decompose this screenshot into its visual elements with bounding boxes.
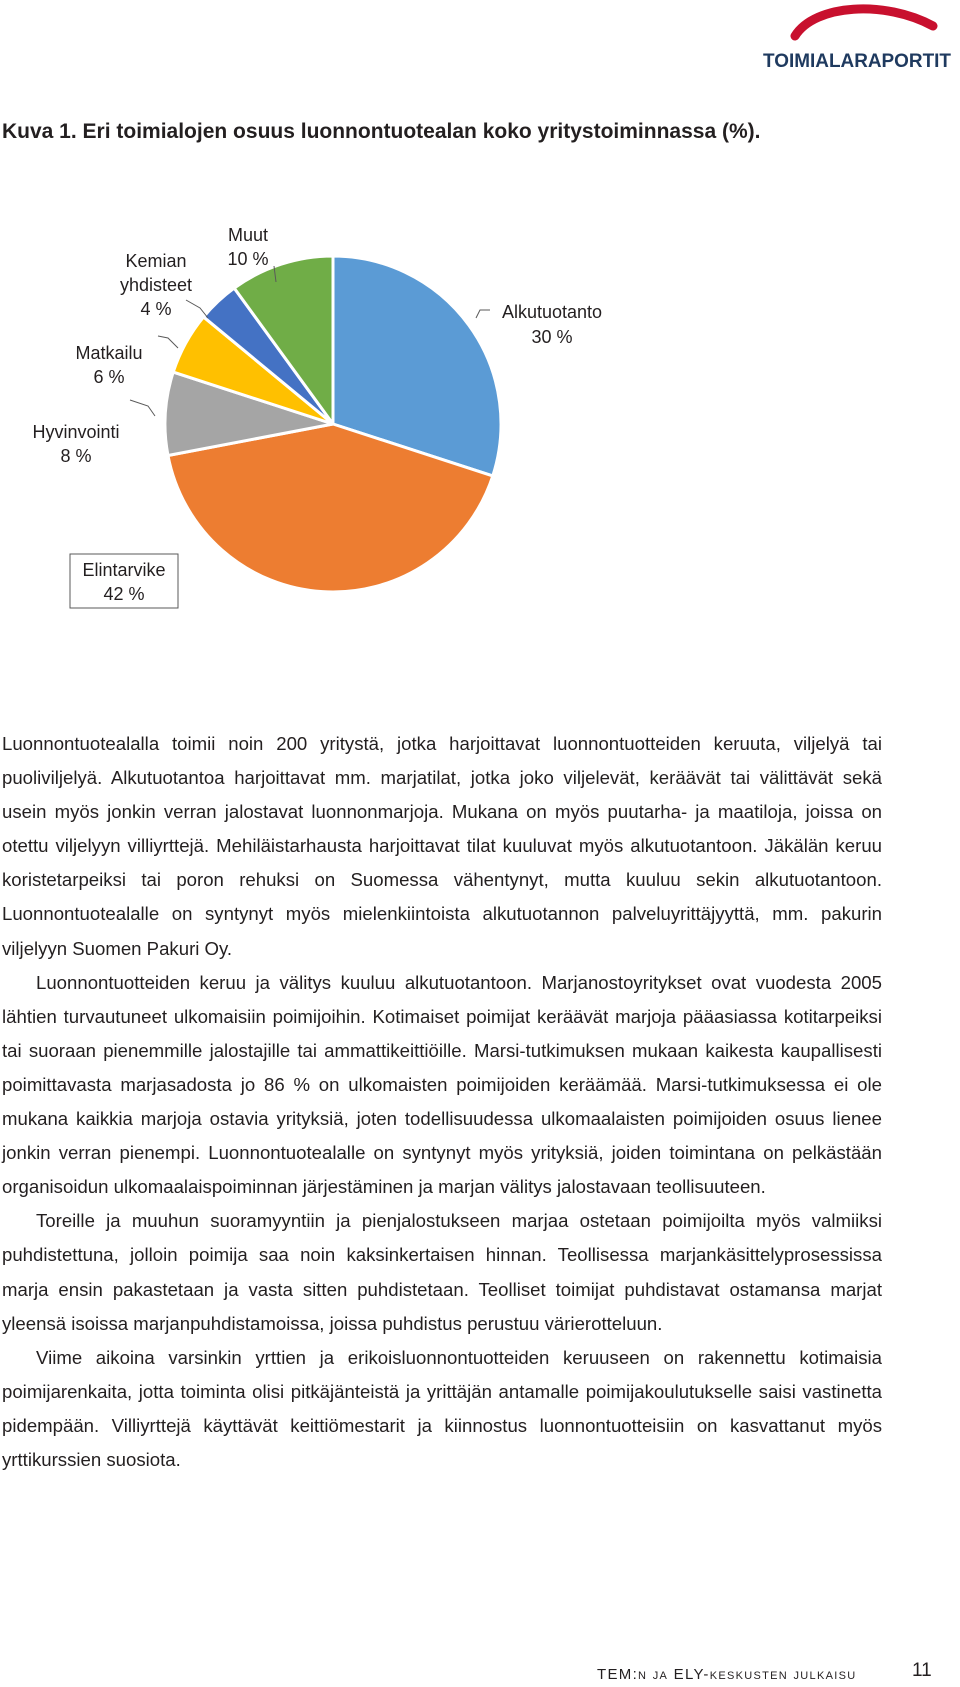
label-matkailu-name: Matkailu <box>75 343 143 363</box>
label-hyvinvointi-value: 8 % <box>60 446 92 466</box>
label-elintarvike-value: 42 % <box>103 584 145 604</box>
paragraph-2: Luonnontuotteiden keruu ja välitys kuuluu alkutuotantoon. Marjanostoyritykset ovat vuodesta 2005 lähtien turvautuneet ulkomaisiin poimijoihin. Kotimaiset poimijat keräävät marjoja pääasiassa kotitarpeiksi tai suoraan pienemmille jalostajille tai ammattikeittiöille. Marsi-tutkimuksen mukaan kaikesta kaupallisesti poimittavasta marjasadosta jo 86 % on ulkomaisten poimijoiden keräämää. Marsi-tutkimuksessa ei ole mukana kaikkia marjoja ostavia yrityksiä, joten todellisuudessa ulkomaalaisten poimijoiden osuus lienee jonkin verran pienempi. Luonnontuotealalle on syntynyt myös yrityksiä, joiden toimintana on pelkästään organisoidun ulkomaalaispoiminnan järjestäminen ja marjan välitys jalostavaan teollisuuteen. <box>2 971 882 1198</box>
pie-slices <box>165 256 501 592</box>
label-elintarvike-name: Elintarvike <box>82 560 166 580</box>
label-matkailu-value: 6 % <box>93 367 125 387</box>
figure-caption: Kuva 1. Eri toimialojen osuus luonnontuotealan koko yritystoiminnassa (%). <box>2 120 761 143</box>
logo-text: TOIMIALARAPORTIT <box>763 50 952 72</box>
label-kemian-line2: yhdisteet <box>119 275 193 295</box>
leader-line-alkutuotanto <box>476 310 490 318</box>
label-hyvinvointi-name: Hyvinvointi <box>32 422 120 442</box>
label-kemian-value: 4 % <box>140 299 172 319</box>
label-muut-name: Muut <box>227 225 269 245</box>
footer-publication <box>597 1666 856 1683</box>
logo-graphic <box>755 0 960 80</box>
body-text <box>2 727 882 1477</box>
leader-line-matkailu <box>158 336 178 348</box>
pie-chart <box>0 210 700 650</box>
footer-text: TEM:n ja ELY-keskusten julkaisu <box>597 1666 857 1683</box>
label-alkutuotanto-value: 30 % <box>531 327 573 347</box>
label-kemian-line1: Kemian <box>125 251 187 271</box>
paragraph-4: Viime aikoina varsinkin yrttien ja erikoisluonnontuotteiden keruuseen on rakennettu kotimaisia poimijarenkaita, jotta toiminta olisi pitkäjänteistä ja yrittäjän antamalle poimijakoulutukselle saisi vastinetta pidempään. Villiyrttejä käyttävät keittiömestarit ja kiinnostus luonnontuotteisiin on kasvattanut myös yrttikurssien suosiota. <box>2 1346 882 1470</box>
paragraph-3: Toreille ja muuhun suoramyyntiin ja pienjalostukseen marjaa ostetaan poimijoilta myös valmiiksi puhdistettuna, jolloin poimija saa noin kaksinkertaisen hinnan. Teollisessa marjankäsittelyprosessissa marja ensin pakastetaan ja vasta sitten puhdistetaan. Teolliset toimijat puhdistavat ostamansa marjat yleensä isoissa marjanpuhdistamoissa, joissa puhdistus perustuu värierotteluun. <box>2 1210 882 1334</box>
label-muut-value: 10 % <box>227 249 269 269</box>
leader-line-hyvinvointi <box>130 400 155 416</box>
paragraph-1: Luonnontuotealalla toimii noin 200 yritystä, jotka harjoittavat luonnontuotteiden keruuta, viljelyä tai puoliviljelyä. Alkutuotantoa harjoittavat mm. marjatilat, jotka joko viljelevät, keräävät tai välittävät sekä usein myös jonkin verran jalostavat luonnonmarjoja. Mukana on myös puutarha- ja maatiloja, joissa on otettu viljelyyn villiyrttejä. Mehiläistarhausta harjoittavat tilat kuuluvat myös alkutuotantoon. Jäkälän keruu koristetarpeiksi tai poron rehuksi on Suomessa vähentynyt, mutta kuuluu sekin alkutuotantoon. Luonnontuotealalle on syntynyt myös mielenkiintoista alkutuotannon palveluyrittäjyyttä, mm. pakurin viljelyyn Suomen Pakuri Oy. <box>2 733 882 959</box>
page-number: 11 <box>912 1660 932 1681</box>
label-alkutuotanto-name: Alkutuotanto <box>501 302 603 322</box>
toimialaraportit-logo <box>755 0 960 80</box>
